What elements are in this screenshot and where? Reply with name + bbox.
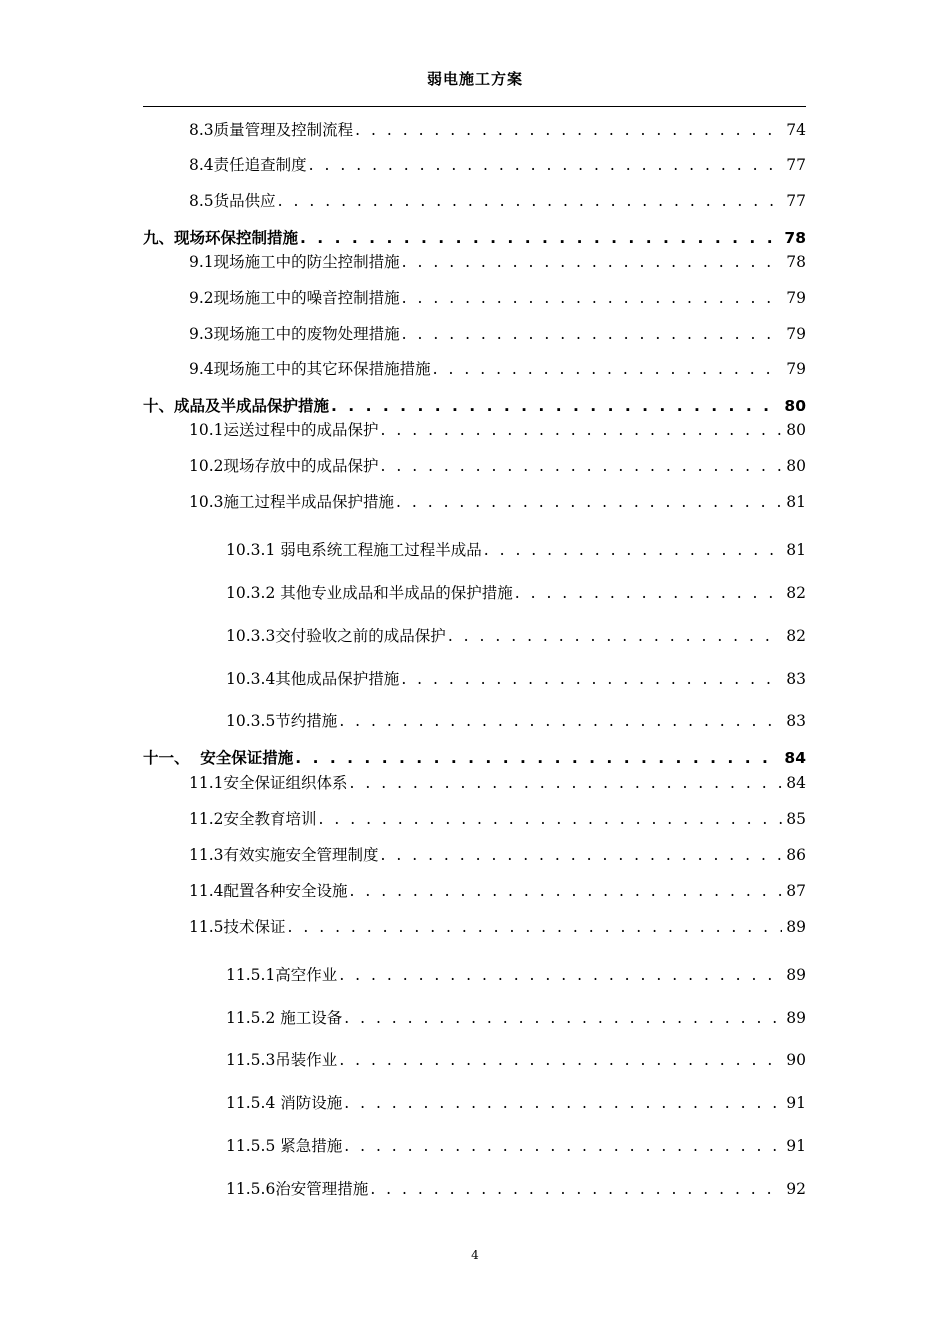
toc-entry-page: 74 bbox=[786, 121, 806, 139]
toc-entry-label: 10.3.1 弱电系统工程施工过程半成品 bbox=[226, 541, 482, 559]
toc-entry-10-1[interactable] bbox=[189, 420, 806, 440]
toc-entry-label: 8.5货品供应 bbox=[189, 192, 276, 210]
toc-entry-11-2[interactable] bbox=[189, 809, 806, 829]
toc-entry-page: 81 bbox=[786, 541, 806, 559]
toc-entry-10-3-3[interactable] bbox=[226, 626, 806, 646]
toc-entry-label: 11.4配置各种安全设施 bbox=[189, 882, 348, 900]
toc-chapter-label: 十一、 安全保证措施 bbox=[143, 749, 294, 767]
toc-entry-label: 8.4责任追查制度 bbox=[189, 156, 307, 174]
toc-leader-dots bbox=[344, 1136, 782, 1156]
toc-entry-page: 92 bbox=[786, 1180, 806, 1198]
toc-entry-11-5-3[interactable] bbox=[226, 1050, 806, 1070]
toc-chapter-10[interactable] bbox=[143, 396, 806, 416]
toc-entry-9-3[interactable] bbox=[189, 324, 806, 344]
toc-entry-label: 9.2现场施工中的噪音控制措施 bbox=[189, 289, 400, 307]
toc-entry-page: 80 bbox=[786, 457, 806, 475]
toc-entry-8-5[interactable] bbox=[189, 191, 806, 211]
toc-entry-page: 77 bbox=[786, 156, 806, 174]
toc-leader-dots bbox=[402, 324, 783, 344]
toc-leader-dots bbox=[350, 773, 783, 793]
toc-entry-page: 79 bbox=[786, 325, 806, 343]
toc-entry-page: 79 bbox=[786, 289, 806, 307]
toc-entry-label: 10.1运送过程中的成品保护 bbox=[189, 421, 379, 439]
toc-entry-page: 86 bbox=[786, 846, 806, 864]
toc-entry-label: 10.3施工过程半成品保护措施 bbox=[189, 493, 395, 511]
toc-leader-dots bbox=[331, 396, 780, 416]
toc-entry-page: 91 bbox=[786, 1137, 806, 1155]
toc-entry-page: 80 bbox=[786, 421, 806, 439]
toc-leader-dots bbox=[515, 583, 783, 603]
toc-entry-page: 83 bbox=[786, 670, 806, 688]
toc-entry-label: 11.1安全保证组织体系 bbox=[189, 774, 348, 792]
toc-chapter-11[interactable] bbox=[143, 748, 806, 768]
toc-leader-dots bbox=[448, 626, 782, 646]
toc-entry-9-2[interactable] bbox=[189, 288, 806, 308]
toc-entry-label: 9.4现场施工中的其它环保措施措施 bbox=[189, 360, 431, 378]
toc-entry-9-4[interactable] bbox=[189, 359, 806, 379]
toc-leader-dots bbox=[484, 540, 783, 560]
toc-entry-11-1[interactable] bbox=[189, 773, 806, 793]
header-divider bbox=[143, 106, 806, 107]
toc-entry-page: 89 bbox=[786, 966, 806, 984]
toc-leader-dots bbox=[401, 669, 782, 689]
toc-leader-dots bbox=[433, 359, 783, 379]
toc-entry-label: 10.3.3交付验收之前的成品保护 bbox=[226, 627, 446, 645]
toc-chapter-label: 十、成品及半成品保护措施 bbox=[143, 397, 330, 415]
toc-leader-dots bbox=[278, 191, 783, 211]
toc-entry-label: 8.3质量管理及控制流程 bbox=[189, 121, 354, 139]
toc-leader-dots bbox=[288, 917, 783, 937]
toc-leader-dots bbox=[370, 1179, 782, 1199]
toc-entry-label: 11.5.1高空作业 bbox=[226, 966, 338, 984]
toc-leader-dots bbox=[344, 1008, 782, 1028]
toc-entry-page: 89 bbox=[786, 1009, 806, 1027]
toc-leader-dots bbox=[381, 456, 783, 476]
toc-entry-label: 10.3.2 其他专业成品和半成品的保护措施 bbox=[226, 584, 513, 602]
page-number: 4 bbox=[471, 1248, 479, 1262]
toc-leader-dots bbox=[350, 881, 783, 901]
toc-entry-page: 89 bbox=[786, 918, 806, 936]
toc-entry-page: 82 bbox=[786, 584, 806, 602]
toc-entry-label: 11.3有效实施安全管理制度 bbox=[189, 846, 379, 864]
toc-entry-10-3-4[interactable] bbox=[226, 669, 806, 689]
toc-entry-label: 10.3.4其他成品保护措施 bbox=[226, 670, 400, 688]
toc-chapter-page: 80 bbox=[784, 397, 806, 415]
toc-entry-label: 11.5.4 消防设施 bbox=[226, 1094, 343, 1112]
toc-entry-page: 78 bbox=[786, 253, 806, 271]
toc-entry-label: 10.3.5节约措施 bbox=[226, 712, 338, 730]
toc-leader-dots bbox=[339, 965, 782, 985]
document-header-title: 弱电施工方案 bbox=[426, 70, 523, 88]
toc-entry-10-3-2[interactable] bbox=[226, 583, 806, 603]
toc-leader-dots bbox=[381, 420, 783, 440]
toc-entry-page: 85 bbox=[786, 810, 806, 828]
toc-leader-dots bbox=[300, 228, 780, 248]
toc-leader-dots bbox=[309, 155, 783, 175]
toc-leader-dots bbox=[319, 809, 783, 829]
toc-entry-label: 9.1现场施工中的防尘控制措施 bbox=[189, 253, 400, 271]
toc-entry-label: 11.5.6治安管理措施 bbox=[226, 1180, 369, 1198]
toc-leader-dots bbox=[402, 288, 783, 308]
toc-leader-dots bbox=[396, 492, 782, 512]
toc-entry-page: 90 bbox=[786, 1051, 806, 1069]
toc-leader-dots bbox=[339, 1050, 782, 1070]
toc-entry-10-2[interactable] bbox=[189, 456, 806, 476]
toc-leader-dots bbox=[381, 845, 783, 865]
toc-entry-page: 77 bbox=[786, 192, 806, 210]
toc-entry-11-5-6[interactable] bbox=[226, 1179, 806, 1199]
toc-entry-page: 81 bbox=[786, 493, 806, 511]
toc-leader-dots bbox=[339, 711, 782, 731]
toc-entry-label: 11.5.5 紧急措施 bbox=[226, 1137, 343, 1155]
toc-leader-dots bbox=[402, 252, 783, 272]
toc-entry-label: 11.5.2 施工设备 bbox=[226, 1009, 343, 1027]
toc-chapter-9[interactable] bbox=[143, 228, 806, 248]
toc-entry-page: 79 bbox=[786, 360, 806, 378]
toc-entry-9-1[interactable] bbox=[189, 252, 806, 272]
toc-leader-dots bbox=[355, 120, 782, 140]
toc-entry-11-5[interactable] bbox=[189, 917, 806, 937]
toc-chapter-page: 84 bbox=[784, 749, 806, 767]
toc-chapter-page: 78 bbox=[784, 229, 806, 247]
toc-entry-page: 83 bbox=[786, 712, 806, 730]
toc-entry-11-5-2[interactable] bbox=[226, 1008, 806, 1028]
toc-entry-page: 91 bbox=[786, 1094, 806, 1112]
toc-entry-10-3-1[interactable] bbox=[226, 540, 806, 560]
toc-entry-label: 11.5.3吊装作业 bbox=[226, 1051, 338, 1069]
toc-entry-11-4[interactable] bbox=[189, 881, 806, 901]
toc-entry-page: 82 bbox=[786, 627, 806, 645]
toc-entry-11-5-1[interactable] bbox=[226, 965, 806, 985]
toc-entry-11-5-4[interactable] bbox=[226, 1093, 806, 1113]
toc-leader-dots bbox=[295, 748, 780, 768]
toc-entry-label: 9.3现场施工中的废物处理措施 bbox=[189, 325, 400, 343]
toc-entry-8-4[interactable] bbox=[189, 155, 806, 175]
toc-entry-label: 10.2现场存放中的成品保护 bbox=[189, 457, 379, 475]
toc-entry-page: 87 bbox=[786, 882, 806, 900]
toc-entry-10-3[interactable] bbox=[189, 492, 806, 512]
toc-entry-10-3-5[interactable] bbox=[226, 711, 806, 731]
toc-entry-11-5-5[interactable] bbox=[226, 1136, 806, 1156]
toc-entry-page: 84 bbox=[786, 774, 806, 792]
toc-entry-label: 11.5技术保证 bbox=[189, 918, 286, 936]
toc-leader-dots bbox=[344, 1093, 782, 1113]
toc-entry-8-3[interactable] bbox=[189, 120, 806, 140]
toc-entry-11-3[interactable] bbox=[189, 845, 806, 865]
toc-entry-label: 11.2安全教育培训 bbox=[189, 810, 317, 828]
toc-chapter-label: 九、现场环保控制措施 bbox=[143, 229, 299, 247]
